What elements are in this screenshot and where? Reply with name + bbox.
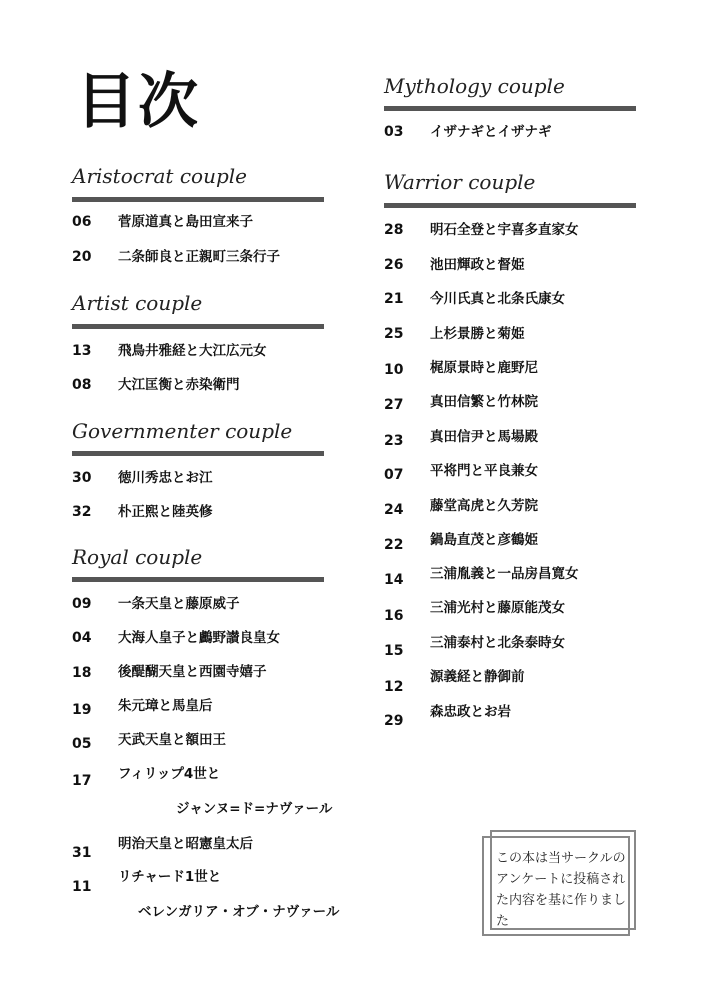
section-heading: Royal couple	[72, 545, 203, 569]
page-number[interactable]: 30	[72, 470, 92, 486]
section-heading: Aristocrat couple	[72, 164, 247, 188]
page-number[interactable]: 05	[72, 736, 92, 752]
page-number[interactable]: 11	[72, 879, 92, 895]
entry-title[interactable]: 藤堂高虎と久芳院	[430, 498, 538, 514]
page-number[interactable]: 07	[384, 467, 404, 483]
entry-title[interactable]: 徳川秀忠とお江	[118, 470, 213, 486]
section-heading: Artist couple	[72, 291, 203, 315]
section-divider	[72, 451, 324, 456]
section-heading: Mythology couple	[384, 74, 565, 98]
section-heading: Governmenter couple	[72, 419, 293, 443]
page-number[interactable]: 13	[72, 343, 92, 359]
entry-title[interactable]: 上杉景勝と菊姫	[430, 326, 525, 342]
entry-title[interactable]: 後醍醐天皇と西園寺嬉子	[118, 664, 267, 680]
entry-title[interactable]: 朴正熙と陸英修	[118, 504, 213, 520]
page-number[interactable]: 31	[72, 845, 92, 861]
entry-title[interactable]: 三浦光村と藤原能茂女	[430, 600, 565, 616]
page-number[interactable]: 20	[72, 249, 92, 265]
section-divider	[72, 577, 324, 582]
page-number[interactable]: 18	[72, 665, 92, 681]
page-number[interactable]: 23	[384, 433, 404, 449]
page-number[interactable]: 08	[72, 377, 92, 393]
page-number[interactable]: 22	[384, 537, 404, 553]
page-number[interactable]: 17	[72, 773, 92, 789]
section-divider	[384, 203, 636, 208]
page-number[interactable]: 09	[72, 596, 92, 612]
entry-title[interactable]: 鍋島直茂と彦鶴姫	[430, 532, 538, 548]
page-number[interactable]: 25	[384, 326, 404, 342]
page-number[interactable]: 21	[384, 291, 404, 307]
entry-title[interactable]: 源義経と静御前	[430, 669, 525, 685]
entry-title[interactable]: 明治天皇と昭憲皇太后	[118, 836, 253, 852]
page-number[interactable]: 10	[384, 362, 404, 378]
page-number[interactable]: 12	[384, 679, 404, 695]
note-box	[482, 830, 636, 936]
page-number[interactable]: 04	[72, 630, 92, 646]
entry-title[interactable]: 森忠政とお岩	[430, 704, 511, 720]
page-number[interactable]: 03	[384, 124, 404, 140]
entry-title[interactable]: 平将門と平良兼女	[430, 463, 538, 479]
entry-title[interactable]: 池田輝政と督姫	[430, 257, 525, 273]
page-number[interactable]: 26	[384, 257, 404, 273]
entry-title[interactable]: 二条師良と正親町三条行子	[118, 249, 280, 265]
entry-title[interactable]: イザナギとイザナギ	[430, 124, 552, 140]
section-divider	[384, 106, 636, 111]
entry-title[interactable]: 真田信尹と馬場殿	[430, 429, 538, 445]
page-number[interactable]: 14	[384, 572, 404, 588]
page-number[interactable]: 16	[384, 608, 404, 624]
entry-title[interactable]: 朱元璋と馬皇后	[118, 698, 213, 714]
entry-title[interactable]: 一条天皇と藤原威子	[118, 596, 240, 612]
section-divider	[72, 324, 324, 329]
page-number[interactable]: 19	[72, 702, 92, 718]
page-number[interactable]: 29	[384, 713, 404, 729]
page-number[interactable]: 28	[384, 222, 404, 238]
entry-title[interactable]: 三浦泰村と北条泰時女	[430, 635, 565, 651]
entry-title[interactable]: 天武天皇と額田王	[118, 732, 226, 748]
entry-title[interactable]: 真田信繁と竹林院	[430, 394, 538, 410]
entry-title[interactable]: 今川氏真と北条氏康女	[430, 291, 565, 307]
entry-title[interactable]: 大江匡衡と赤染衛門	[118, 377, 240, 393]
page-number[interactable]: 27	[384, 397, 404, 413]
page-number[interactable]: 32	[72, 504, 92, 520]
entry-title-continued[interactable]: ジャンヌ=ド=ナヴァール	[176, 801, 333, 817]
entry-title[interactable]: 梶原景時と鹿野尼	[430, 360, 538, 376]
entry-title-continued[interactable]: ベレンガリア・オブ・ナヴァール	[138, 904, 340, 920]
page-number[interactable]: 06	[72, 214, 92, 230]
page-title: 目次	[76, 67, 200, 137]
section-divider	[72, 197, 324, 202]
page-number[interactable]: 24	[384, 502, 404, 518]
entry-title[interactable]: リチャード1世と	[118, 869, 222, 885]
entry-title[interactable]: フィリップ4世と	[118, 766, 221, 782]
entry-title[interactable]: 三浦胤義と一品房昌寛女	[430, 566, 579, 582]
entry-title[interactable]: 明石全登と宇喜多直家女	[430, 222, 579, 238]
page-number[interactable]: 15	[384, 643, 404, 659]
entry-title[interactable]: 菅原道真と島田宣来子	[118, 214, 253, 230]
entry-title[interactable]: 大海人皇子と鸕野讃良皇女	[118, 630, 280, 646]
note-text: この本は当サークルのアンケートに投稿された内容を基に作りました	[496, 851, 627, 929]
section-heading: Warrior couple	[384, 170, 536, 194]
entry-title[interactable]: 飛鳥井雅経と大江広元女	[118, 343, 267, 359]
